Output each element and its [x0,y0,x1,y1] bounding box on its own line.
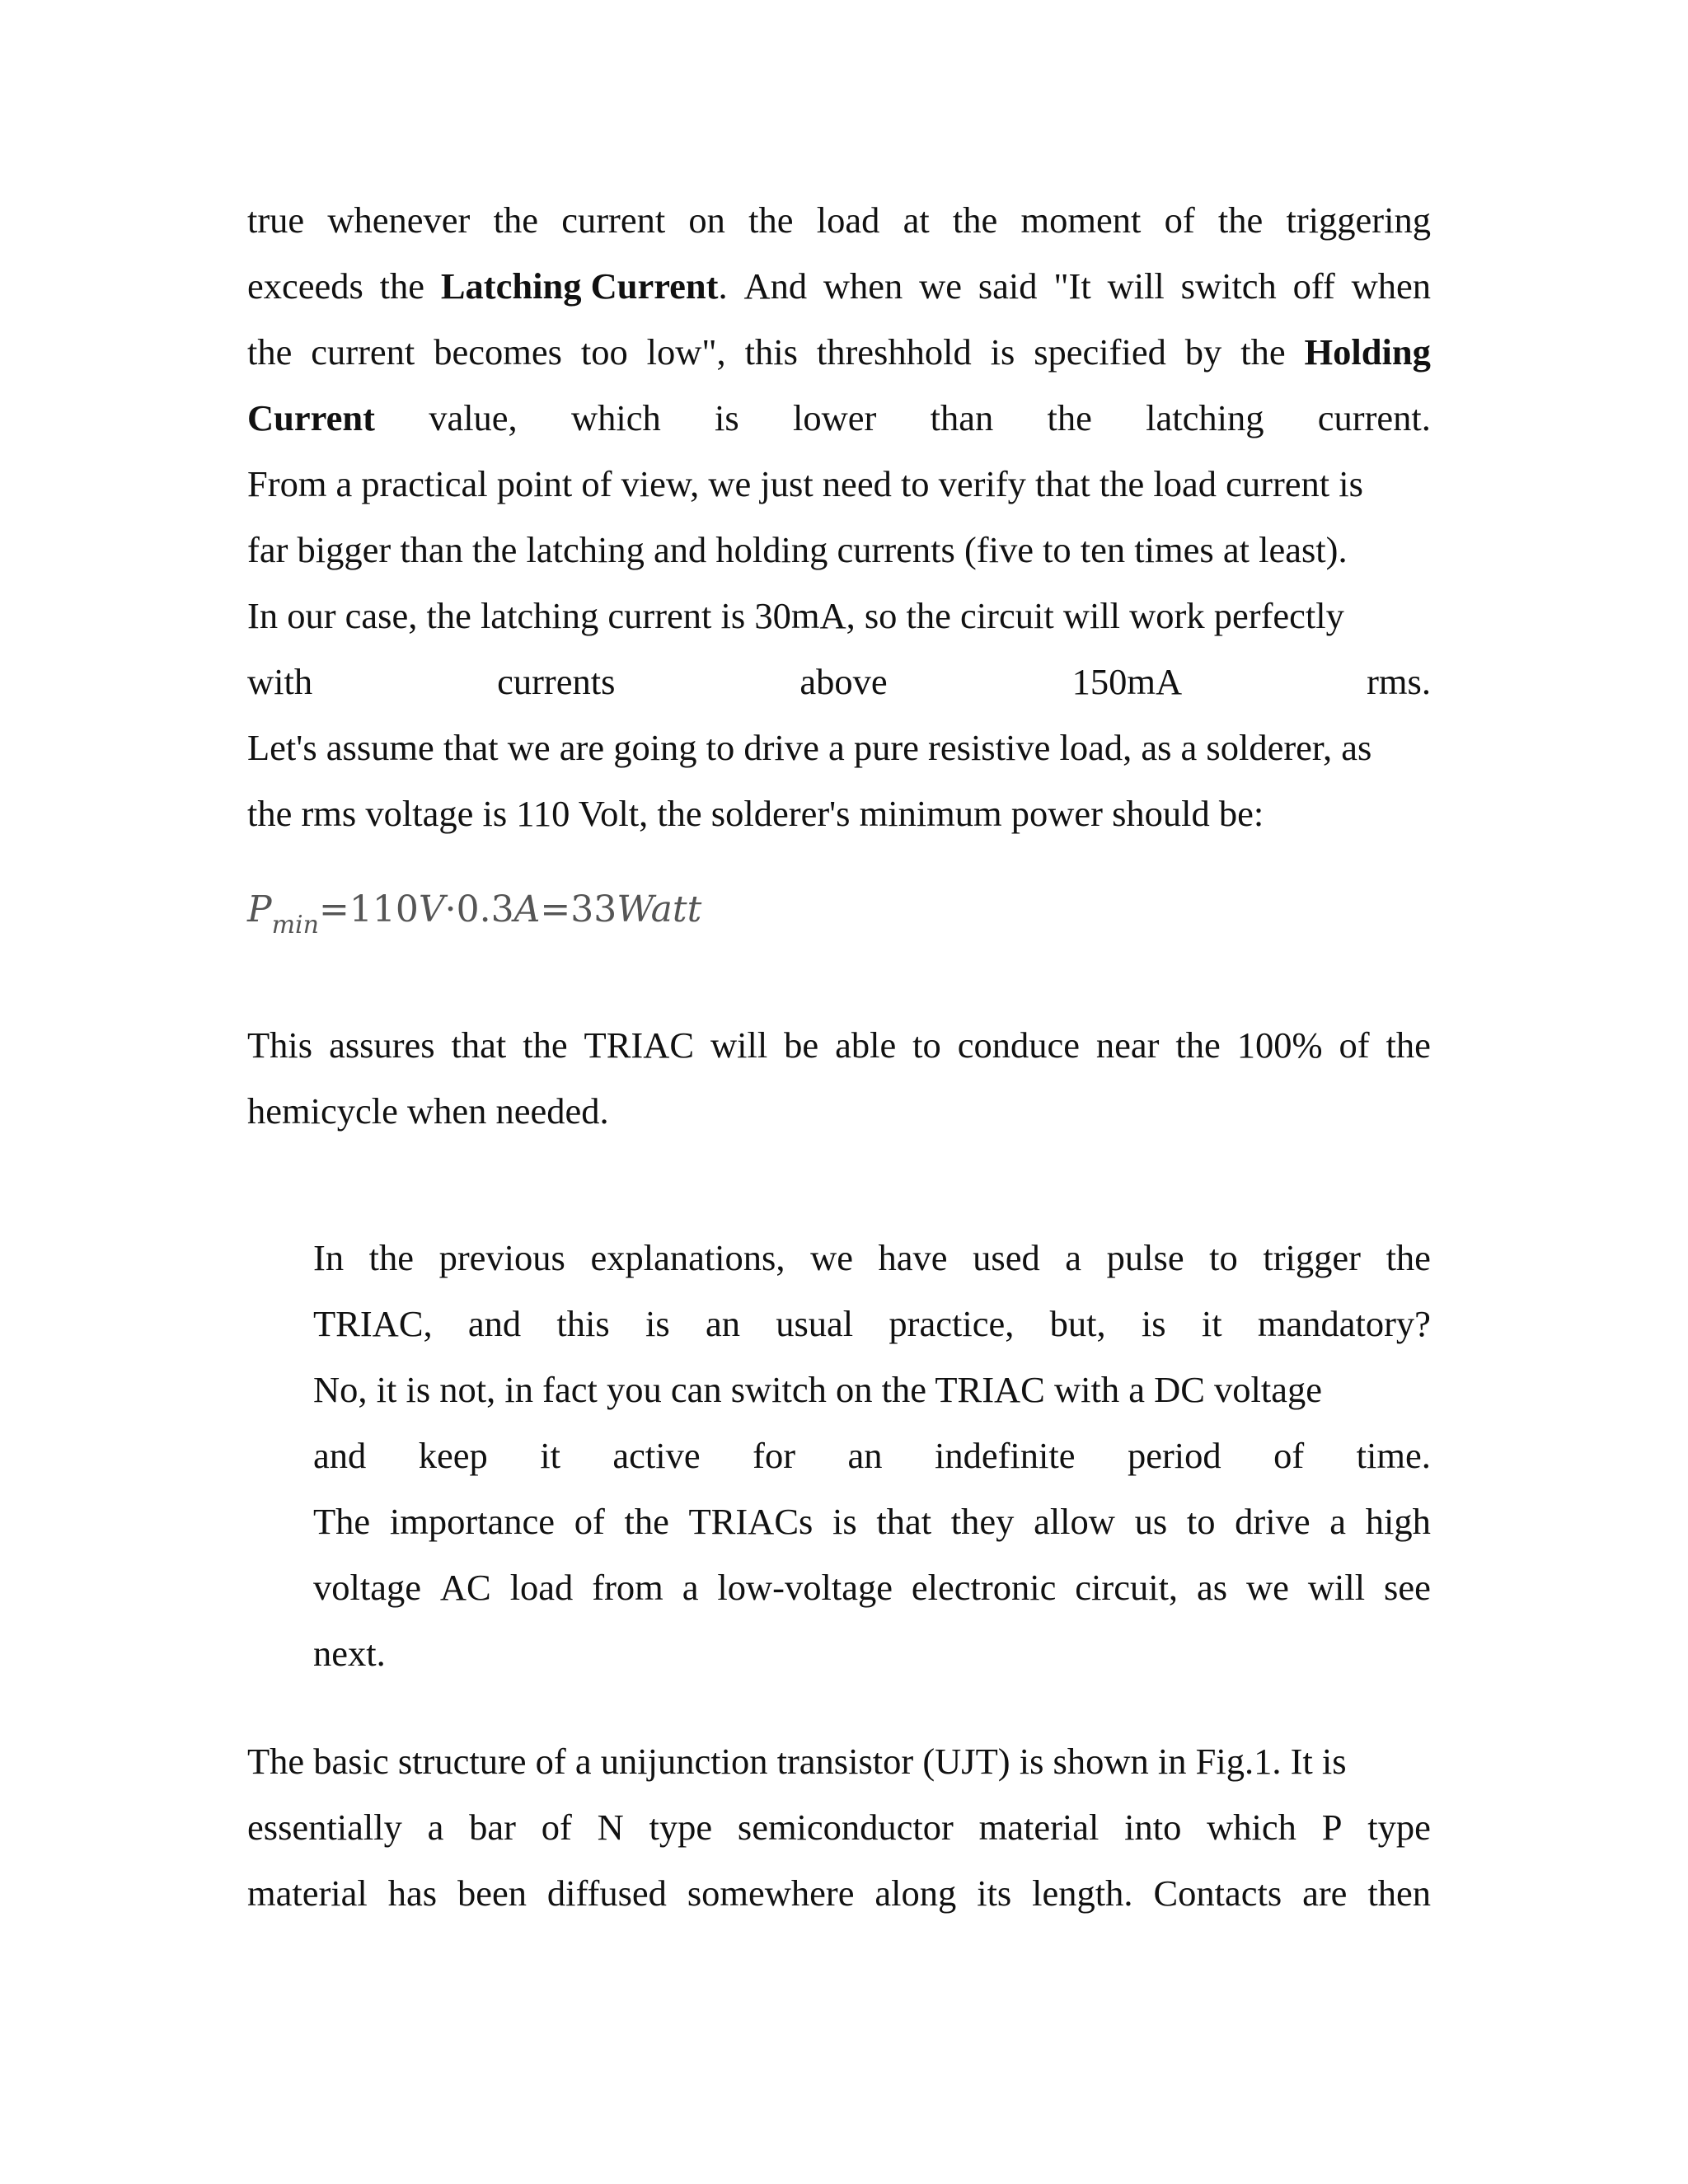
word: assures [329,1024,435,1066]
word: switch [1180,265,1277,307]
word: the [1175,1024,1221,1066]
word: be [784,1024,819,1066]
formula-subscript: min [271,911,319,940]
word: the [379,265,425,307]
word: will [1107,265,1165,307]
formula-amps: 0.3 [456,888,514,930]
text-line [313,1554,1431,1620]
word: trigger [1263,1237,1361,1278]
word: low-voltage [717,1567,893,1608]
word: into [1124,1807,1182,1848]
word: bar [469,1807,516,1848]
word: the [624,1501,669,1542]
word: Current [247,397,375,438]
word: the [523,1024,568,1066]
word: voltage [313,1567,421,1608]
word: is [1141,1303,1166,1344]
formula-volts-unit: V [418,888,445,930]
word: . [718,265,728,307]
paragraph-latching-current [247,187,1431,846]
word: electronic [911,1567,1057,1608]
word: conduce [957,1024,1080,1066]
word: material [247,1872,368,1914]
word: to [912,1024,941,1066]
word: allow [1034,1501,1115,1542]
word: the [368,1237,415,1278]
word: the [1240,331,1286,373]
word: keep [418,1435,488,1476]
text-line: hemicycle when needed. [247,1090,609,1132]
text-line [313,1225,1431,1291]
word: this [556,1303,610,1344]
word: which [570,397,661,438]
word: will [1307,1567,1366,1608]
word: current [561,199,666,241]
word: near [1095,1024,1160,1066]
word: N [597,1807,624,1848]
word: is [645,1303,670,1344]
word: TRIACs [688,1501,814,1542]
text-line [247,1860,1431,1926]
word: Holding [1304,331,1431,373]
word: indefinite [934,1435,1076,1476]
text-line [247,319,1431,385]
text-line: far bigger than the latching and holding currents (five to ten times at least). [247,529,1348,570]
formula-equals: = [540,888,571,930]
word: has [387,1872,438,1914]
paragraph-triac-dc-voltage [313,1225,1431,1686]
word: The [313,1501,371,1542]
word: essentially [247,1807,402,1848]
word: exceeds [247,265,363,307]
word: somewhere [687,1872,855,1914]
word: type [1367,1807,1431,1848]
word: In [313,1237,345,1278]
word: when [823,265,903,307]
word: said [978,265,1038,307]
word: the [1047,397,1092,438]
word: will [710,1024,768,1066]
word: from [592,1567,663,1608]
formula-watts-unit: Watt [617,888,702,930]
word: specified [1034,331,1166,373]
word: used [973,1237,1040,1278]
word: we [1246,1567,1289,1608]
word: of [574,1501,605,1542]
word: material [978,1807,1100,1848]
word: importance [389,1501,556,1542]
word: active [612,1435,701,1476]
word: been [457,1872,527,1914]
word: drive [1235,1501,1311,1542]
word: the [247,331,293,373]
text-line: Let's assume that we are going to drive a pure resistive load, as a solderer, as [247,727,1372,768]
word: to [1209,1237,1238,1278]
word: this [744,331,798,373]
text-line [247,649,1431,715]
text-line: next. [313,1633,386,1674]
word: on [688,199,725,241]
word: is [832,1501,857,1542]
word: able [835,1024,897,1066]
word: it [1201,1303,1222,1344]
word: the [1386,1024,1431,1066]
word: explanations, [590,1237,785,1278]
word: us [1134,1501,1168,1542]
word-group [441,253,728,319]
word: the [1217,199,1264,241]
text-line: No, it is not, in fact you can switch on the TRIAC with a DC voltage [313,1369,1322,1410]
word: by [1184,331,1222,373]
word: 150mA [1071,661,1183,702]
word: are [1302,1872,1348,1914]
text-line [247,1012,1431,1078]
formula-equals: = [318,888,349,930]
word: type [649,1807,713,1848]
paragraph-ujt-structure [247,1728,1431,1926]
word: the [1386,1237,1431,1278]
word: as [1197,1567,1228,1608]
text-line [313,1488,1431,1554]
word: of [1273,1435,1305,1476]
word: TRIAC [584,1024,695,1066]
word: length. [1032,1872,1133,1914]
text-line: the rms voltage is 110 Volt, the solderer's minimum power should be: [247,793,1264,834]
power-formula [247,888,701,946]
word: latching [1146,397,1264,438]
formula-watts: 33 [570,888,617,930]
word: its [977,1872,1012,1914]
bold-term-latching-current: Latching Current [440,265,719,307]
word: P [1321,1807,1343,1848]
word: is [990,331,1015,373]
word: that [451,1024,507,1066]
word: AC [439,1567,491,1608]
word: diffused [546,1872,667,1914]
formula-symbol: P [247,888,272,930]
word: Contacts [1153,1872,1282,1914]
word: semiconductor [737,1807,954,1848]
word: and [467,1303,522,1344]
word: usual [776,1303,854,1344]
text-line [247,1794,1431,1860]
word: load [816,199,880,241]
word: a [1065,1237,1082,1278]
word: see [1384,1567,1431,1608]
word: when [1351,265,1431,307]
word: have [878,1237,948,1278]
word: of [1339,1024,1370,1066]
word: triggering [1286,199,1431,241]
word: at [903,199,930,241]
formula-dot: · [444,888,457,930]
word: TRIAC, [313,1303,433,1344]
text-line [247,385,1431,451]
word: and [313,1435,367,1476]
word: threshhold [816,331,972,373]
word: a [1329,1501,1347,1542]
word: This [247,1024,313,1066]
word: of [541,1807,572,1848]
word: previous [438,1237,565,1278]
word: becomes [434,331,562,373]
word: they [950,1501,1015,1542]
word: off [1292,265,1335,307]
word: that [876,1501,932,1542]
word: value, [429,397,518,438]
word: a [682,1567,699,1608]
word: an [705,1303,740,1344]
word: time. [1356,1435,1431,1476]
word: current. [1317,397,1431,438]
word: a [427,1807,444,1848]
word: load [509,1567,574,1608]
formula-volts: 110 [349,888,419,930]
word: lower [792,397,877,438]
word: "It [1053,265,1091,307]
word: low", [646,331,726,373]
word: the [952,199,998,241]
word: it [540,1435,560,1476]
formula-amps-unit: A [513,888,541,930]
word: than [930,397,994,438]
word: too [580,331,628,373]
word: pulse [1106,1237,1184,1278]
word: but, [1049,1303,1106,1344]
text-line [247,253,1431,319]
text-line: From a practical point of view, we just need to verify that the load current is [247,463,1363,504]
word: rms. [1367,661,1431,702]
word: to [1186,1501,1216,1542]
word: true [247,199,305,241]
word: we [919,265,963,307]
text-line [313,1422,1431,1488]
word: for [753,1435,796,1476]
text-line [247,187,1431,253]
word: And [743,265,808,307]
word: practice, [889,1303,1015,1344]
word: 100% [1236,1024,1323,1066]
word: above [799,661,888,702]
word: with [247,661,313,702]
word: currents [497,661,616,702]
text-line: In our case, the latching current is 30mA, so the circuit will work perfectly [247,595,1344,636]
word: mandatory? [1257,1303,1431,1344]
word: the [748,199,794,241]
word: then [1367,1872,1431,1914]
word: current [311,331,415,373]
word: moment [1020,199,1142,241]
word: is [715,397,739,438]
word: period [1127,1435,1221,1476]
word: high [1365,1501,1431,1542]
word: along [874,1872,957,1914]
word: the [493,199,538,241]
text-line [313,1291,1431,1357]
word: whenever [327,199,471,241]
word: which [1207,1807,1296,1848]
word: of [1164,199,1195,241]
paragraph-triac-assurance [247,1012,1431,1144]
word: we [810,1237,853,1278]
word: circuit, [1075,1567,1179,1608]
word: an [847,1435,883,1476]
text-line: The basic structure of a unijunction transistor (UJT) is shown in Fig.1. It is [247,1741,1347,1782]
